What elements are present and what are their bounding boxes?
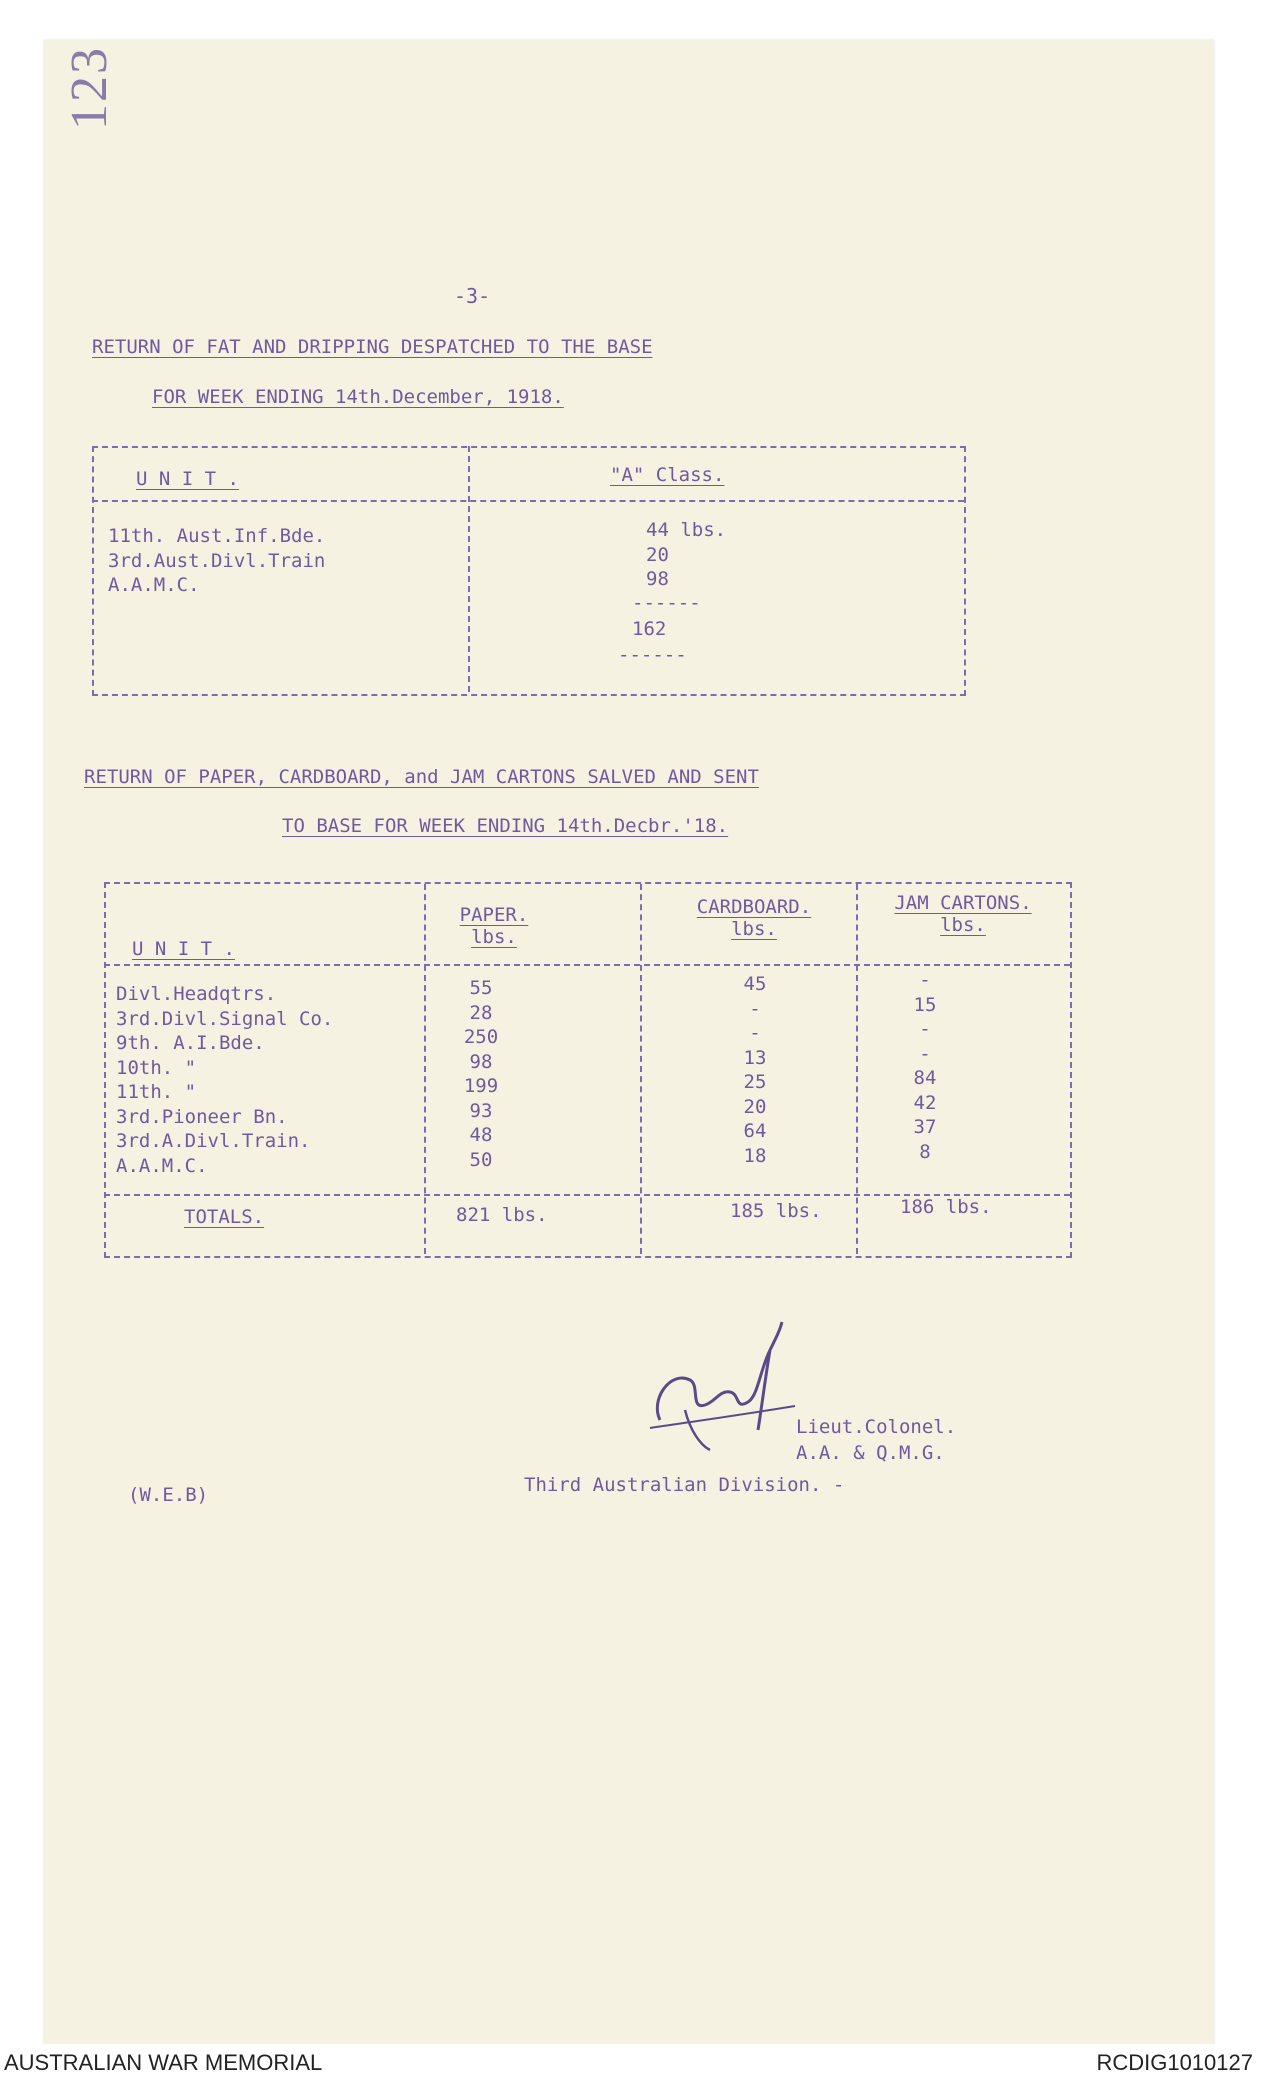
salvage-header-cardboard: [664, 896, 844, 940]
totals-jam: 186 lbs.: [900, 1196, 992, 1218]
section2-title-line2: TO BASE FOR WEEK ENDING 14th.Decbr.'18.: [282, 815, 729, 837]
salvage-row-unit: 10th. ": [116, 1056, 197, 1079]
paper-unit: lbs.: [471, 926, 517, 948]
fat-table-divider: [468, 446, 470, 692]
salvage-jam-column: [880, 968, 970, 1164]
signature-role: A.A. & Q.M.G.: [796, 1442, 945, 1464]
salvage-header-unit: U N I T .: [132, 938, 235, 960]
salvage-row-jam: -: [919, 1042, 931, 1065]
typist-initials: (W.E.B): [128, 1484, 209, 1506]
salvage-row-unit: Divl.Headqtrs.: [116, 983, 277, 1005]
salvage-row-cardboard: -: [749, 1022, 761, 1044]
cardboard-label: CARDBOARD.: [696, 896, 812, 918]
signature-division: Third Australian Division. -: [524, 1474, 845, 1496]
footer-institution: AUSTRALIAN WAR MEMORIAL: [4, 2050, 323, 2075]
fat-total: 162: [632, 618, 667, 640]
salvage-row-paper: 250: [463, 1026, 499, 1048]
section1-title-line1: RETURN OF FAT AND DRIPPING DESPATCHED TO THE BASE: [92, 336, 653, 358]
salvage-row-unit: 9th. A.I.Bde.: [116, 1032, 265, 1054]
salvage-row-cardboard: 25: [743, 1071, 767, 1093]
fat-total-rule-bottom: ------: [618, 644, 687, 666]
totals-paper: 821 lbs.: [456, 1204, 548, 1226]
jam-unit: lbs.: [940, 914, 986, 936]
fat-row-value: 44 lbs.: [646, 519, 727, 541]
salvage-row-jam: -: [919, 969, 931, 991]
salvage-row-cardboard: 13: [743, 1046, 767, 1069]
salvage-row-paper: 93: [469, 1099, 493, 1122]
handwritten-signature: [630, 1310, 800, 1460]
salvage-row-cardboard: 45: [743, 973, 767, 995]
salvage-header-jam: [858, 892, 1068, 936]
salvage-divider-2: [640, 884, 642, 1254]
salvage-row-unit: 3rd.Pioneer Bn.: [116, 1105, 288, 1128]
salvage-unit-column: [116, 982, 416, 1178]
salvage-row-paper: 48: [469, 1124, 493, 1146]
salvage-row-jam: 42: [913, 1091, 937, 1114]
fat-row-unit: A.A.M.C.: [108, 574, 200, 596]
fat-row-value: 20: [646, 543, 669, 566]
salvage-row-unit: 3rd.Divl.Signal Co.: [116, 1007, 334, 1030]
fat-row-value: 98: [646, 568, 669, 590]
salvage-row-jam: 15: [913, 993, 937, 1016]
salvage-row-paper: 50: [469, 1148, 493, 1171]
salvage-row-unit: 11th. ": [116, 1081, 197, 1103]
fat-row-unit: 11th. Aust.Inf.Bde.: [108, 525, 326, 547]
salvage-row-cardboard: 64: [743, 1120, 767, 1142]
fat-table-header-rule: [92, 500, 964, 502]
salvage-row-jam: 37: [913, 1116, 937, 1138]
totals-cardboard: 185 lbs.: [730, 1200, 822, 1222]
jam-label: JAM CARTONS.: [894, 892, 1032, 914]
salvage-row-jam: 84: [913, 1067, 937, 1089]
footer-reference: RCDIG1010127: [1096, 2050, 1253, 2075]
salvage-row-cardboard: 18: [743, 1144, 767, 1167]
signature-rank: Lieut.Colonel.: [796, 1416, 957, 1438]
salvage-row-jam: 8: [919, 1140, 931, 1163]
salvage-paper-column: [436, 976, 526, 1172]
salvage-header-paper: [424, 904, 564, 948]
cardboard-unit: lbs.: [731, 918, 777, 940]
fat-total-rule-top: ------: [632, 592, 701, 614]
fat-header-a-class: "A" Class.: [610, 464, 725, 486]
page-number: -3-: [454, 284, 491, 308]
salvage-header-rule: [104, 964, 1070, 966]
salvage-divider-3: [856, 884, 858, 1254]
paper-label: PAPER.: [459, 904, 529, 926]
salvage-row-cardboard: 20: [743, 1095, 767, 1118]
salvage-row-paper: 199: [463, 1075, 499, 1097]
salvage-row-cardboard: -: [749, 997, 761, 1020]
salvage-cardboard-column: [710, 972, 800, 1168]
salvage-row-paper: 98: [469, 1050, 493, 1073]
archive-footer: [0, 2044, 1261, 2082]
fat-value-column: [646, 518, 826, 592]
salvage-row-jam: -: [919, 1018, 931, 1040]
salvage-row-paper: 55: [469, 977, 493, 999]
salvage-row-unit: 3rd.A.Divl.Train.: [116, 1130, 311, 1152]
totals-label: TOTALS.: [184, 1206, 265, 1228]
fat-header-unit: U N I T .: [136, 468, 239, 490]
section1-title-line2: FOR WEEK ENDING 14th.December, 1918.: [152, 386, 564, 408]
section2-title-line1: RETURN OF PAPER, CARDBOARD, and JAM CARTONS SALVED AND SENT: [84, 766, 759, 788]
salvage-row-paper: 28: [469, 1001, 493, 1024]
folio-number: 123: [61, 46, 118, 130]
salvage-row-unit: A.A.M.C.: [116, 1154, 208, 1177]
fat-row-unit: 3rd.Aust.Divl.Train: [108, 549, 326, 572]
fat-unit-column: [108, 524, 448, 598]
